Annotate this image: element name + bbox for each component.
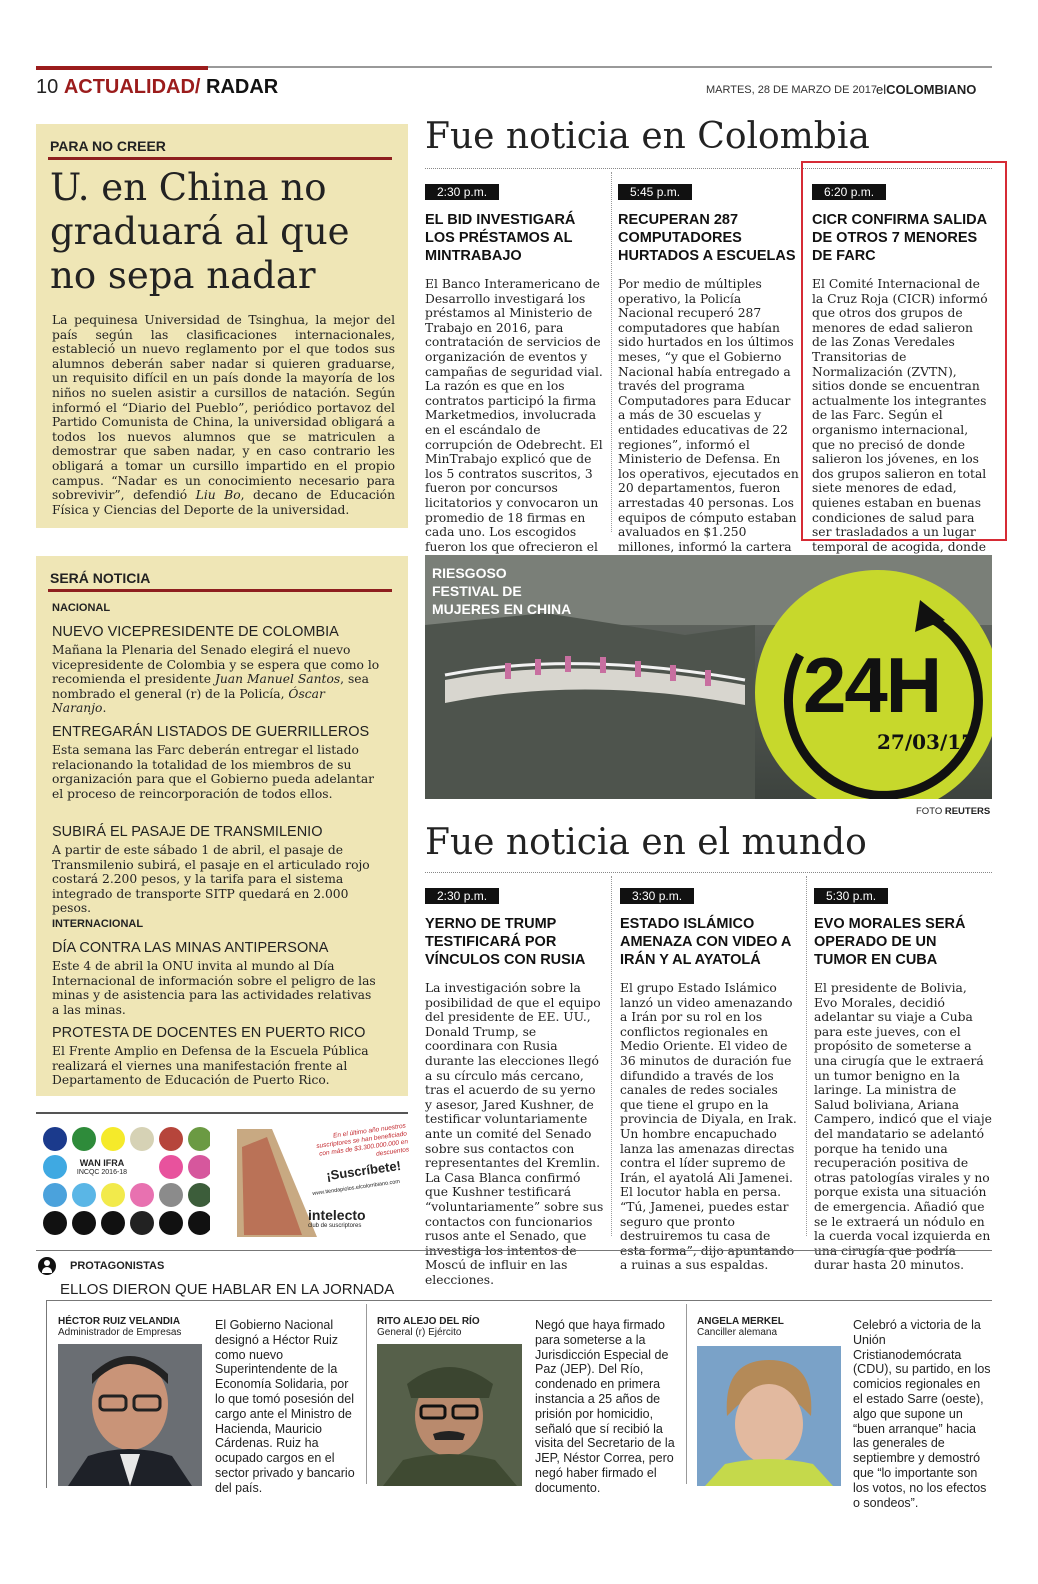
sera-item-head: NUEVO VICEPRESIDENTE DE COLOMBIA bbox=[52, 624, 339, 640]
sera-item-body: A partir de este sábado 1 de abril, el pasaje de Transmilenio subirá, el pasaje en el articulado rojo costará 2.200 pesos, y la tarifa para el sistema integrado de transporte SITP quedará en 2.000 pesos. bbox=[52, 843, 370, 916]
person-icon bbox=[38, 1257, 56, 1275]
colombia-heading: Fue noticia en Colombia bbox=[425, 116, 870, 157]
item-body: El Comité Internacional de la Cruz Roja (CICR) informó que otros dos grupos de menores de edad salieron de las Zonas Veredales Transitorias de Normalización (ZVTN), sitios donde se encuentran actualmente los integrantes de las Farc. Según el organismo internacional, que no precisó de donde salieron los jóvenes, en los dos grupos salieron en total siete menores de edad, quienes estaban en buenas condiciones de salud para ser trasladados a un lugar temporal de acogida, donde bbox=[812, 277, 988, 554]
item-headline: EVO MORALES SERÁ OPERADO DE UN TUMOR EN CUBA bbox=[814, 916, 966, 968]
sera-item bbox=[52, 824, 382, 916]
protagonist-text: Negó que haya firmado para someterse a la Jurisdicción Especial de Paz (JEP). Del Río, condenado en primera instancia a 25 años de prisión por homicidio, señaló que sí recibió la visita del Secretario de la JEP, Néstor Correa, pero negó haber firmado el documento. bbox=[535, 1318, 675, 1495]
sera-item-body: El Frente Amplio en Defensa de la Escuela Pública realizará el viernes una manifestación frente al Departamento de Educación de Puerto Rico. bbox=[52, 1044, 369, 1088]
cliff-face bbox=[425, 613, 755, 799]
mundo-item-2 bbox=[620, 885, 800, 1273]
photo-caption bbox=[432, 564, 571, 618]
colombia-item-2 bbox=[618, 181, 800, 569]
kicker-rule bbox=[48, 157, 392, 160]
sera-item-head: SUBIRÁ EL PASAJE DE TRANSMILENIO bbox=[52, 824, 323, 840]
internacional-label: INTERNACIONAL bbox=[52, 918, 144, 930]
color-calibration-chart bbox=[40, 1124, 210, 1239]
body-text: Mañana la Plenaria del Senado elegirá el nuevo vicepresidente de Colombia y se espera que como lo recomienda el presidente bbox=[52, 643, 380, 687]
protagonistas-rule bbox=[36, 1250, 992, 1251]
section-separator: / bbox=[194, 76, 201, 98]
wan-ifra-logo bbox=[72, 1158, 132, 1178]
sera-item bbox=[52, 624, 382, 716]
kicker-rule bbox=[48, 589, 392, 592]
column-divider bbox=[611, 876, 612, 1236]
24h-date: 27/03/17 bbox=[877, 730, 976, 754]
ifra-text: IFRA bbox=[103, 1158, 125, 1168]
caption-line: FESTIVAL DE bbox=[432, 583, 522, 599]
protagonist-1-photo bbox=[58, 1344, 202, 1486]
sera-item-head: DÍA CONTRA LAS MINAS ANTIPERSONA bbox=[52, 940, 329, 956]
brand-name: intelecto bbox=[308, 1207, 366, 1223]
protagonist-text: El Gobierno Nacional designó a Héctor Ruiz como nuevo Superintendente de la Economía Solidaria, por lo que tomó posesión del cargo ante el Ministro de Hacienda, Mauricio Cárdenas. Ruiz ha ocupado cargos en el sector privado y bancario del país. bbox=[215, 1318, 355, 1495]
body-name: Óscar Naranjo bbox=[52, 686, 325, 716]
item-body: El Banco Interamericano de Desarrollo investigará los préstamos al Ministerio de Trabajo en 2016, para contratación de servicios de organización de eventos y campañas de seguridad vial. La razón es que en los contratos participó la firma Marketmedios, involucrada en el escándalo de corrupción de Odebrecht. El MinTrabajo explicó que de los 5 contratos suscritos, 3 fueron por concursos licitatorios y convocaron un promedio de 18 firmas en cada uno. Los escogidos fueron los que ofrecieron el bbox=[425, 277, 603, 554]
portrait-man-glasses bbox=[58, 1344, 202, 1486]
item-body: Por medio de múltiples operativo, la Policía Nacional recuperó 287 computadores que habían sido hurtados en los últimos meses, “y que el Gobierno Nacional había entregado a través del programa Computadores para Educar a más de 30 escuelas y entidades educativas de 22 regiones”, informó el Ministerio de Defensa. En los operativos, ejecutados en 20 departamentos, fueron arrestadas 40 personas. Los equipos de cómputo estaban avaluados en $1.250 millones, informó la cartera bbox=[618, 277, 799, 554]
item-body: La investigación sobre la posibilidad de que el equipo del presidente de EE. UU., Donald Trump, se coordinara con Rusia durante las elecciones llegó a su círculo más cercano, tras el acuerdo de su yerno y asesor, Jared Kushner, de testificar voluntariamente ante un comité del Senado sobre sus contactos con representantes del Kremlin. La Casa Blanca confirmó que Kushner testificará “voluntariamente” sobre sus contactos con funcionarios rusos ante el Senado, que investiga los intentos de Moscú de influir en las elecciones. bbox=[425, 981, 604, 1287]
protagonist-2 bbox=[377, 1316, 480, 1338]
item-body: El presidente de Bolivia, Evo Morales, decidió adelantar su viaje a Cuba para este jueves, con el propósito de someterse a una cirugía que le extraerá un tumor benigno en la laringe. La ministra de Salud boliviana, Ariana Campero, indicó que el viaje del mandatario se adelantó porque ha tenido una recuperación positiva de otras patologías virales y no porque exista una situación de emergencia. Añadió que se le extraerá un nódulo en la cuerda vocal izquierda en una cirugía que podría durar hasta 20 minutos. bbox=[814, 981, 992, 1273]
sera-item-head: ENTREGARÁN LISTADOS DE GUERRILLEROS bbox=[52, 724, 370, 740]
ad-rule bbox=[36, 1112, 408, 1114]
protagonist-name: RITO ALEJO DEL RÍO bbox=[377, 1316, 480, 1327]
protagonist-name: ANGELA MERKEL bbox=[697, 1316, 784, 1327]
protagonist-role: Canciller alemana bbox=[697, 1327, 778, 1338]
item-headline: RECUPERAN 287 COMPUTADORES HURTADOS A ESCUELAS bbox=[618, 212, 796, 264]
mundo-rule bbox=[425, 872, 992, 873]
protagonist-divider bbox=[686, 1304, 687, 1484]
time-badge: 2:30 p.m. bbox=[425, 184, 499, 200]
photo-credit bbox=[916, 806, 990, 817]
mundo-heading: Fue noticia en el mundo bbox=[425, 822, 867, 863]
body-text: . bbox=[102, 701, 107, 716]
item-headline: ESTADO ISLÁMICO AMENAZA CON VIDEO A IRÁN Y AL AYATOLÁ bbox=[620, 916, 791, 968]
ad-brand bbox=[308, 1207, 366, 1229]
item-headline: EL BID INVESTIGARÁ LOS PRÉSTAMOS AL MINTRABAJO bbox=[425, 212, 576, 264]
page-header bbox=[36, 76, 278, 99]
sera-item-head: PROTESTA DE DOCENTES EN PUERTO RICO bbox=[52, 1025, 366, 1041]
protagonist-1 bbox=[58, 1316, 181, 1338]
header-rule-accent bbox=[36, 66, 208, 70]
colombia-item-1 bbox=[425, 181, 603, 569]
section-name: ACTUALIDAD bbox=[63, 76, 195, 98]
portrait-woman bbox=[697, 1346, 841, 1486]
column-divider bbox=[611, 172, 612, 532]
ad-promo-text: En el último año nuestros suscriptores se han beneficiado con más de $3.300.000.000 en descuentos bbox=[315, 1122, 410, 1158]
brand-tagline: club de suscriptores bbox=[308, 1223, 362, 1229]
para-no-creer-body bbox=[52, 313, 395, 517]
highlight-frame bbox=[801, 161, 1007, 541]
para-no-creer-title: U. en China no graduará al que no sepa nadar bbox=[50, 166, 350, 297]
sera-item bbox=[52, 940, 382, 1017]
sera-item bbox=[52, 1025, 382, 1088]
body-name: Liu Bo bbox=[195, 488, 241, 503]
credit-label: FOTO bbox=[916, 806, 945, 817]
caption-line: RIESGOSO bbox=[432, 565, 507, 581]
credit-source: REUTERS bbox=[944, 806, 991, 817]
wan-text: WAN bbox=[79, 1158, 101, 1168]
time-badge: 6:20 p.m. bbox=[812, 184, 886, 200]
issue-date: MARTES, 28 DE MARZO DE 2017 bbox=[706, 84, 877, 96]
24h-badge bbox=[755, 570, 992, 799]
24h-label: 24H bbox=[803, 641, 941, 729]
item-headline: CICR CONFIRMA SALIDA DE OTROS 7 MENORES DE FARC bbox=[812, 212, 987, 264]
time-badge: 3:30 p.m. bbox=[620, 888, 694, 904]
protagonist-divider bbox=[366, 1304, 367, 1484]
brand-name: COLOMBIANO bbox=[886, 82, 977, 97]
body-text: , decano de Educación Física y Ciencias del Deporte de la universidad. bbox=[52, 488, 395, 517]
newspaper-brand bbox=[876, 82, 976, 97]
protagonistas-subtitle: ELLOS DIERON QUE HABLAR EN LA JORNADA bbox=[60, 1281, 395, 1298]
protagonistas-kicker: PROTAGONISTAS bbox=[70, 1260, 165, 1272]
protagonist-text: Celebró a victoria de la Unión Cristianodemócrata (CDU), su partido, en los comicios regionales en el estado Sarre (oeste), algo que supone un “buen arranque” hacia las generales de septiembre y demostró que “lo importante son los votos, no los efectos o sondeos”. bbox=[853, 1318, 991, 1510]
sera-item-body: Este 4 de abril la ONU invita al mundo al Día Internacional de información sobre el peligro de las minas y de asistencia para las actividades relativas a las minas. bbox=[52, 959, 376, 1017]
time-badge: 2:30 p.m. bbox=[425, 888, 499, 904]
portrait-general bbox=[377, 1344, 522, 1486]
calibration-dots bbox=[43, 1127, 210, 1235]
protagonist-2-photo bbox=[377, 1344, 522, 1486]
nacional-label: NACIONAL bbox=[52, 602, 111, 614]
subscription-ad[interactable] bbox=[232, 1122, 410, 1239]
time-badge: 5:45 p.m. bbox=[618, 184, 692, 200]
sera-item bbox=[52, 724, 382, 801]
column-divider bbox=[806, 876, 807, 1236]
protagonist-3-photo bbox=[697, 1346, 841, 1486]
time-badge: 5:30 p.m. bbox=[814, 888, 888, 904]
sera-item-body bbox=[52, 643, 382, 716]
brand-prefix: el bbox=[876, 82, 887, 97]
item-headline: YERNO DE TRUMP TESTIFICARÁ POR VÍNCULOS CON RUSIA bbox=[425, 916, 586, 968]
sera-item-body: Esta semana las Farc deberán entregar el listado relacionando la totalidad de los miembros de su organización para que el Gobierno pueda adelantar el proceso de reincorporación de todos ellos. bbox=[52, 743, 375, 801]
ad-cta[interactable]: ¡Suscríbete! bbox=[325, 1157, 402, 1184]
body-text: La pequinesa Universidad de Tsinghua, la mejor del país según las clasificaciones internacionales, estableció un nuevo reglamento por el que todos sus alumnos deberán saber nadar si quieren graduarse, un requisito difícil en un país donde la mayoría de los niños no suelen asistir a cursillos de natación. Según informó el “Diario del Pueblo”, periódico portavoz del Partido Comunista de China, la universidad obligará a todos los nuevos alumnos que se matriculen a demostrar que saben nadar, y en caso contrario les obligará a tomar un cursillo impartido en el propio campus. “Nadar es un conocimiento necesario para sobrevivir”, defendió bbox=[52, 313, 395, 503]
page-number: 10 bbox=[36, 76, 59, 98]
mundo-item-3 bbox=[814, 885, 992, 1273]
protagonist-3 bbox=[697, 1316, 784, 1338]
caption-line: MUJERES EN CHINA bbox=[432, 601, 572, 617]
item-body: El grupo Estado Islámico lanzó un video amenazando a Irán por su rol en los conflictos regionales en Medio Oriente. El video de 36 minutos de duración fue difundido a través de los canales de redes sociales que tiene el grupo en la provincia de Diyala, en Irak. Un hombre encapuchado lanza las amenazas directas contra el líder supremo de Irán, el ayatolá Ali Jamenei. El locutor habla en persa. “Tú, Jamenei, puedes estar seguro que pronto destruiremos tu casa de esta forma”, dijo apuntando a ruinas a sus espaldas. bbox=[620, 981, 797, 1273]
protagonist-name: HÉCTOR RUIZ VELANDIA bbox=[58, 1316, 181, 1327]
mundo-item-1 bbox=[425, 885, 605, 1287]
ad-url[interactable]: www.tiendapiolos.elcolombiano.com bbox=[312, 1178, 401, 1198]
subsection-name: RADAR bbox=[206, 76, 279, 98]
wan-code: INCQC 2016-18 bbox=[76, 1169, 128, 1176]
sera-noticia-kicker: SERÁ NOTICIA bbox=[50, 570, 151, 586]
protagonist-role: Administrador de Empresas bbox=[58, 1327, 182, 1338]
body-name: Juan Manuel Santos bbox=[214, 672, 341, 687]
body-text: , sea nombrado el general (r) de la Policía, bbox=[52, 672, 369, 701]
protagonist-role: General (r) Ejército bbox=[377, 1327, 462, 1338]
para-no-creer-kicker: PARA NO CREER bbox=[50, 138, 166, 154]
